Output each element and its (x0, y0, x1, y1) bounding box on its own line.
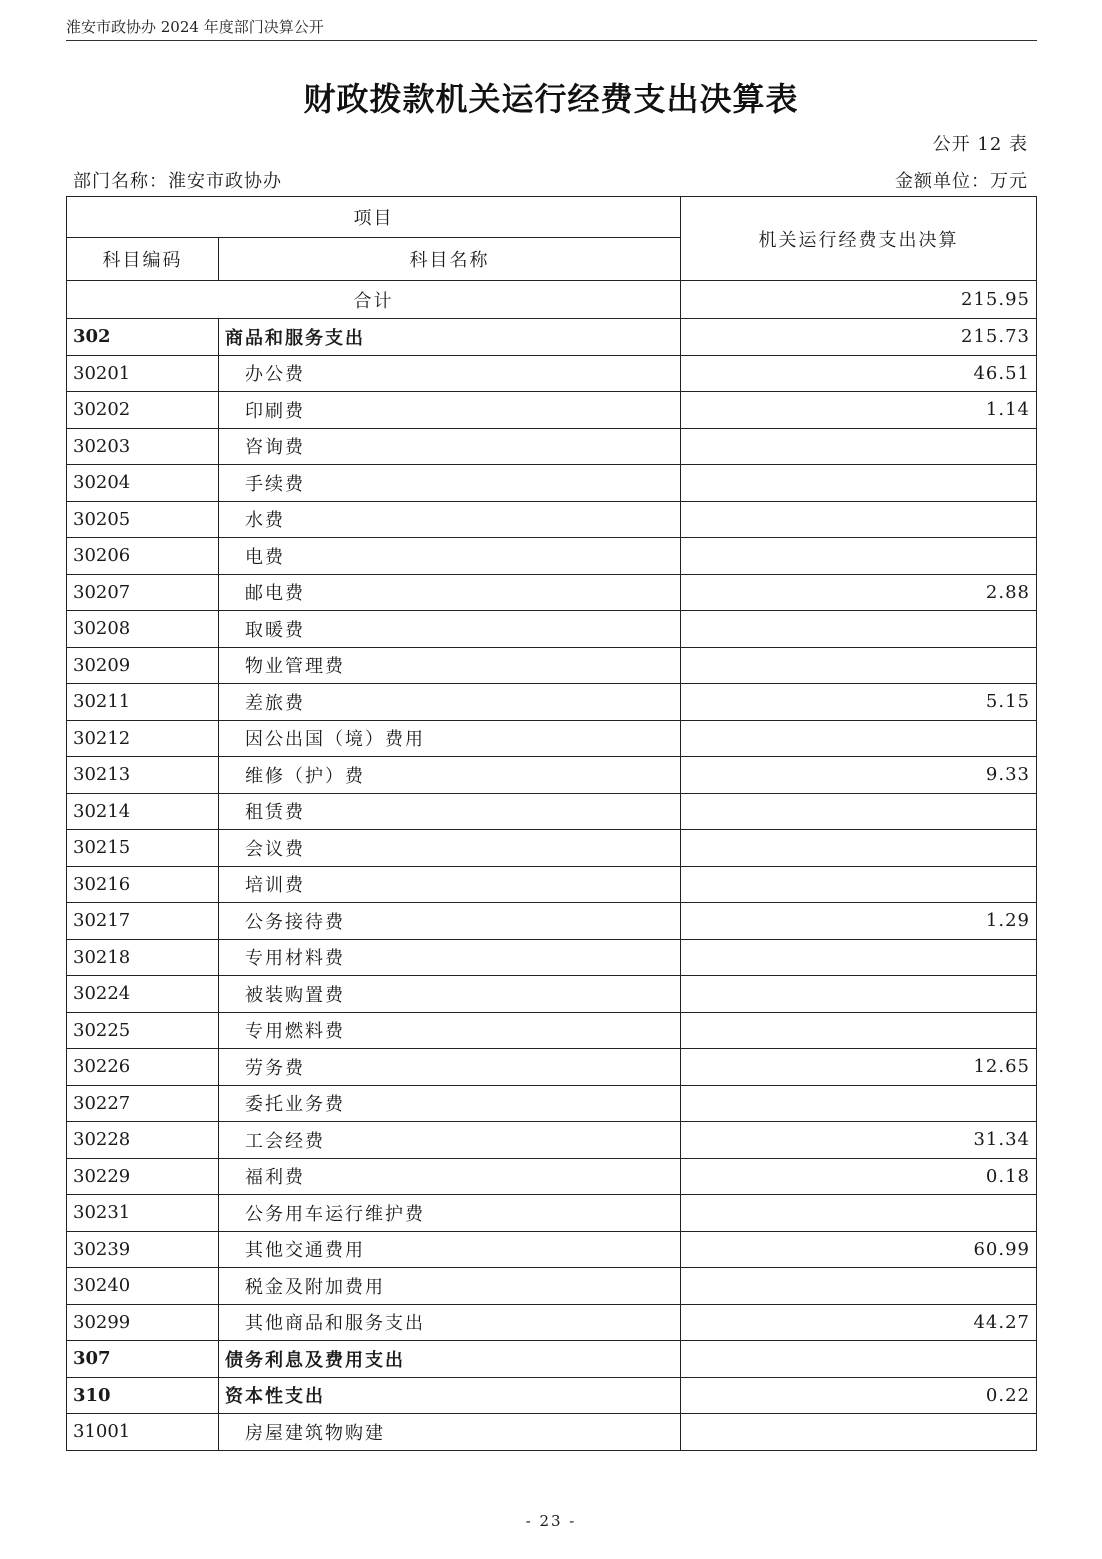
column-header-code: 科目编码 (67, 238, 219, 281)
amount-value (681, 1341, 1037, 1378)
subject-code: 30204 (67, 465, 219, 502)
table-row (67, 392, 1037, 429)
subject-name: 福利费 (219, 1158, 681, 1195)
subject-name: 劳务费 (219, 1049, 681, 1086)
subject-code: 30212 (67, 720, 219, 757)
table-row (67, 538, 1037, 575)
table-row (67, 903, 1037, 940)
amount-value (681, 501, 1037, 538)
subject-name: 邮电费 (219, 574, 681, 611)
table-row (67, 1341, 1037, 1378)
subject-name: 电费 (219, 538, 681, 575)
table-row (67, 720, 1037, 757)
table-row (67, 1085, 1037, 1122)
subject-name: 办公费 (219, 355, 681, 392)
subject-code: 302 (67, 319, 219, 356)
amount-value (681, 1414, 1037, 1451)
amount-value: 0.22 (681, 1377, 1037, 1414)
amount-value (681, 1195, 1037, 1232)
subject-name: 咨询费 (219, 428, 681, 465)
table-row (67, 757, 1037, 794)
amount-value (681, 976, 1037, 1013)
subject-name: 商品和服务支出 (219, 319, 681, 356)
subject-name: 租赁费 (219, 793, 681, 830)
table-row (67, 1268, 1037, 1305)
table-row (67, 1414, 1037, 1451)
subject-name: 被装购置费 (219, 976, 681, 1013)
subject-name: 工会经费 (219, 1122, 681, 1159)
table-row (67, 1195, 1037, 1232)
amount-value (681, 428, 1037, 465)
amount-value: 60.99 (681, 1231, 1037, 1268)
subject-code: 30208 (67, 611, 219, 648)
column-header-amount: 机关运行经费支出决算 (681, 197, 1037, 281)
table-row (67, 793, 1037, 830)
subject-name: 其他交通费用 (219, 1231, 681, 1268)
amount-value (681, 720, 1037, 757)
amount-value: 5.15 (681, 684, 1037, 721)
table-row (67, 976, 1037, 1013)
subject-code: 30213 (67, 757, 219, 794)
amount-value: 0.18 (681, 1158, 1037, 1195)
amount-value: 215.73 (681, 319, 1037, 356)
subject-code: 30214 (67, 793, 219, 830)
header-row (67, 197, 1037, 238)
amount-value (681, 939, 1037, 976)
subject-code: 30224 (67, 976, 219, 1013)
amount-value (681, 611, 1037, 648)
subject-code: 30218 (67, 939, 219, 976)
subject-code: 30226 (67, 1049, 219, 1086)
subject-code: 310 (67, 1377, 219, 1414)
subject-code: 30205 (67, 501, 219, 538)
subject-code: 30239 (67, 1231, 219, 1268)
table-row (67, 1231, 1037, 1268)
subject-code: 30201 (67, 355, 219, 392)
subject-code: 30217 (67, 903, 219, 940)
amount-value: 9.33 (681, 757, 1037, 794)
column-header-item: 项目 (67, 197, 681, 238)
table-row (67, 355, 1037, 392)
subject-name: 其他商品和服务支出 (219, 1304, 681, 1341)
subject-name: 资本性支出 (219, 1377, 681, 1414)
table-row (67, 501, 1037, 538)
subject-code: 30299 (67, 1304, 219, 1341)
table-row (67, 1049, 1037, 1086)
subject-code: 31001 (67, 1414, 219, 1451)
table-row (67, 1158, 1037, 1195)
header-divider (66, 40, 1037, 41)
amount-value (681, 866, 1037, 903)
table-row (67, 1012, 1037, 1049)
subject-code: 30206 (67, 538, 219, 575)
subject-name: 房屋建筑物购建 (219, 1414, 681, 1451)
subject-name: 印刷费 (219, 392, 681, 429)
table-number: 公开 12 表 (932, 134, 1028, 155)
department-name: 部门名称：淮安市政协办 (73, 171, 282, 192)
subject-name: 专用材料费 (219, 939, 681, 976)
subject-code: 30211 (67, 684, 219, 721)
subject-name: 培训费 (219, 866, 681, 903)
subject-code: 30202 (67, 392, 219, 429)
subject-name: 维修（护）费 (219, 757, 681, 794)
subject-name: 会议费 (219, 830, 681, 867)
subject-name: 公务用车运行维护费 (219, 1195, 681, 1232)
column-header-name: 科目名称 (219, 238, 681, 281)
subject-name: 委托业务费 (219, 1085, 681, 1122)
subject-code: 30209 (67, 647, 219, 684)
subject-code: 30215 (67, 830, 219, 867)
subject-code: 30225 (67, 1012, 219, 1049)
amount-value: 1.14 (681, 392, 1037, 429)
expenditure-table (66, 196, 1037, 1451)
total-amount: 215.95 (681, 281, 1037, 319)
table-row (67, 574, 1037, 611)
subject-name: 税金及附加费用 (219, 1268, 681, 1305)
amount-value (681, 538, 1037, 575)
table-row (67, 866, 1037, 903)
subject-code: 30240 (67, 1268, 219, 1305)
subject-code: 30227 (67, 1085, 219, 1122)
amount-value: 1.29 (681, 903, 1037, 940)
subject-name: 因公出国（境）费用 (219, 720, 681, 757)
subject-name: 债务利息及费用支出 (219, 1341, 681, 1378)
amount-value: 44.27 (681, 1304, 1037, 1341)
subject-code: 30203 (67, 428, 219, 465)
amount-value (681, 647, 1037, 684)
amount-value (681, 1268, 1037, 1305)
table-row (67, 1304, 1037, 1341)
amount-value (681, 1012, 1037, 1049)
table-row (67, 939, 1037, 976)
amount-value: 12.65 (681, 1049, 1037, 1086)
amount-value (681, 465, 1037, 502)
subject-name: 取暖费 (219, 611, 681, 648)
page-number: - 23 - (525, 1512, 577, 1530)
subject-name: 水费 (219, 501, 681, 538)
amount-value: 46.51 (681, 355, 1037, 392)
table-row (67, 465, 1037, 502)
subject-code: 30228 (67, 1122, 219, 1159)
table-row (67, 611, 1037, 648)
amount-value: 31.34 (681, 1122, 1037, 1159)
table-row (67, 319, 1037, 356)
amount-value: 2.88 (681, 574, 1037, 611)
amount-value (681, 830, 1037, 867)
table-row (67, 830, 1037, 867)
table-row (67, 647, 1037, 684)
subject-name: 手续费 (219, 465, 681, 502)
subject-name: 差旅费 (219, 684, 681, 721)
subject-name: 专用燃料费 (219, 1012, 681, 1049)
page-title: 财政拨款机关运行经费支出决算表 (303, 80, 799, 118)
subject-name: 公务接待费 (219, 903, 681, 940)
subject-code: 30231 (67, 1195, 219, 1232)
subject-code: 30216 (67, 866, 219, 903)
subject-code: 30229 (67, 1158, 219, 1195)
subject-name: 物业管理费 (219, 647, 681, 684)
amount-value (681, 1085, 1037, 1122)
subject-code: 30207 (67, 574, 219, 611)
table-row (67, 1122, 1037, 1159)
amount-unit: 金额单位：万元 (895, 171, 1028, 192)
running-header: 淮安市政协办 2024 年度部门决算公开 (66, 18, 324, 36)
table-row (67, 1377, 1037, 1414)
subject-code: 307 (67, 1341, 219, 1378)
total-row (67, 281, 1037, 319)
amount-value (681, 793, 1037, 830)
total-label: 合计 (67, 281, 681, 319)
table-row (67, 684, 1037, 721)
table-row (67, 428, 1037, 465)
